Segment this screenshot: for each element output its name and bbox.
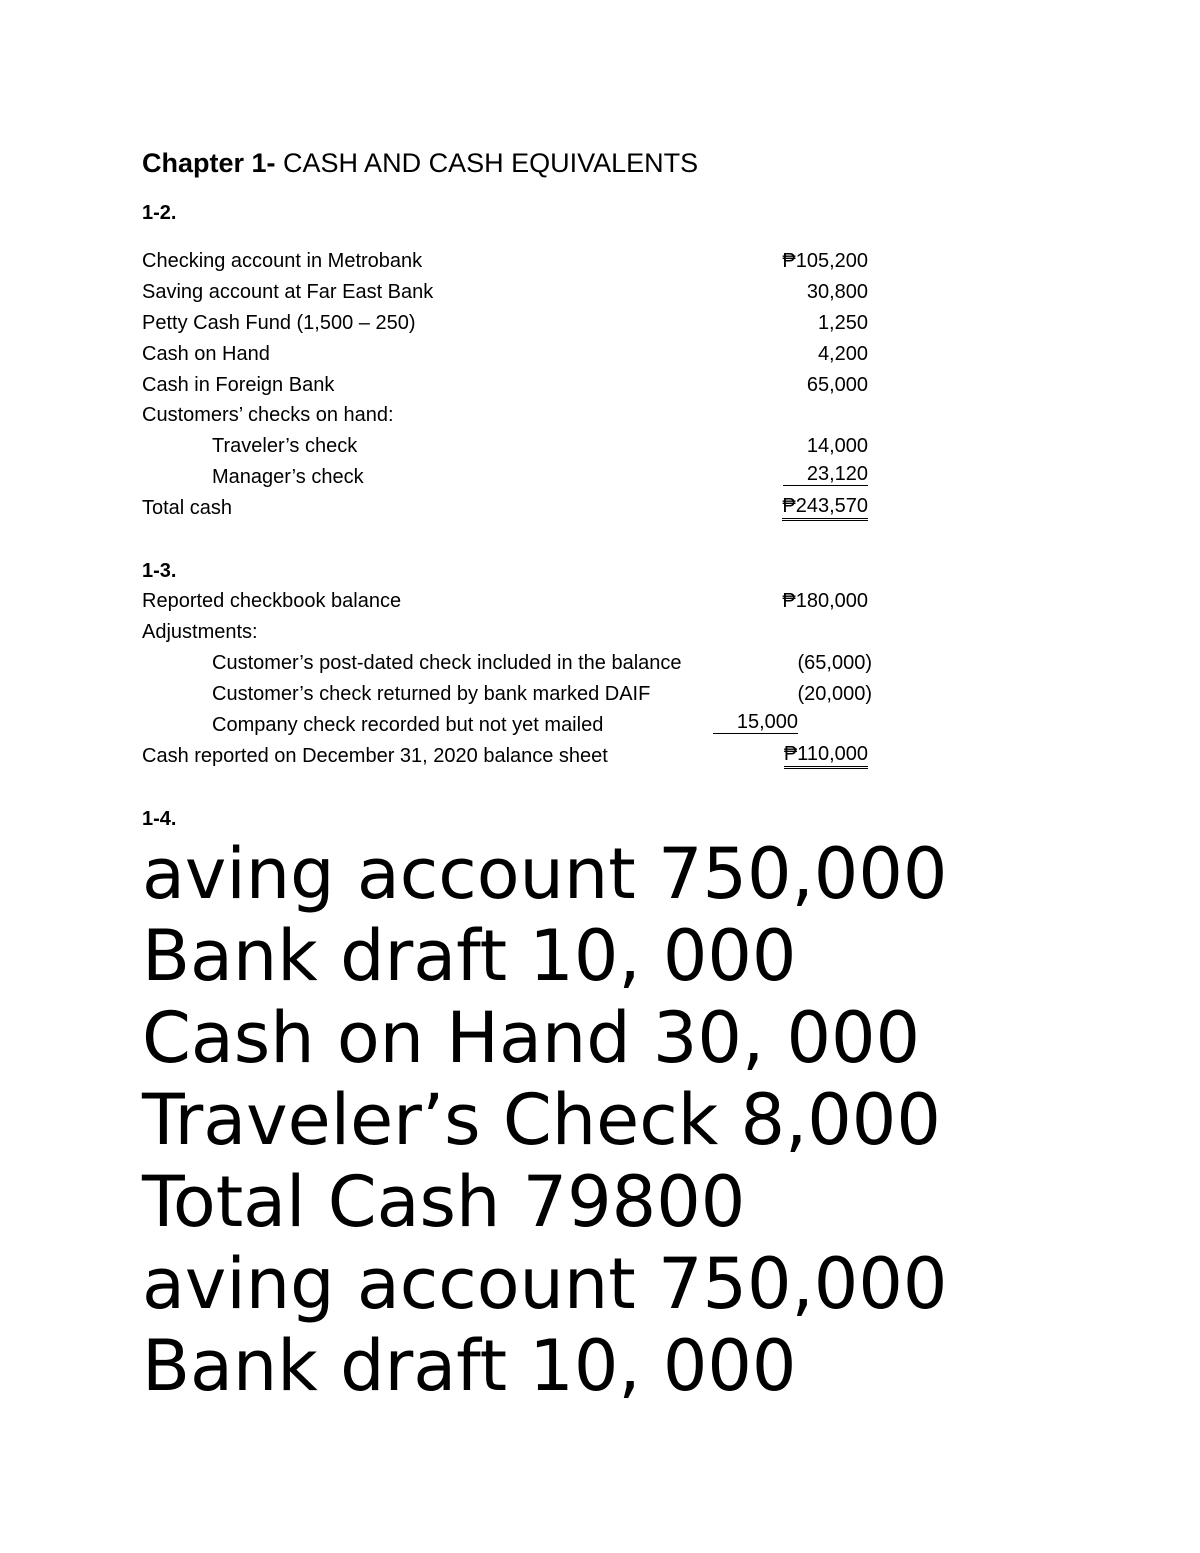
- cash-row: [142, 278, 882, 306]
- large-text-line: Cash on Hand 30, 000: [142, 997, 921, 1079]
- total-row: [142, 742, 882, 770]
- row-amount: 23,120: [783, 463, 868, 486]
- row-label: Traveler’s check: [212, 435, 358, 457]
- row-label: Cash on Hand: [142, 343, 270, 365]
- adjustment-row: [142, 649, 882, 677]
- row-label: Petty Cash Fund (1,500 – 250): [142, 312, 416, 334]
- total-row: [142, 494, 882, 522]
- row-label: Manager’s check: [212, 466, 364, 488]
- large-text-line: Total Cash 79800: [142, 1161, 746, 1243]
- adjustments-heading: [142, 618, 882, 646]
- reported-row: [142, 587, 882, 615]
- row-amount: (65,000): [797, 652, 872, 674]
- row-label: Customer’s check returned by bank marked DAIF: [212, 683, 651, 705]
- row-amount: 30,800: [806, 281, 868, 303]
- chapter-title-text: CASH AND CASH EQUIVALENTS: [275, 148, 699, 178]
- row-label: Reported checkbook balance: [142, 590, 402, 612]
- adjustment-row: [142, 711, 882, 739]
- cash-row: [142, 401, 882, 429]
- row-amount: 1,250: [817, 312, 868, 334]
- row-amount: 65,000: [806, 374, 868, 396]
- row-amount: 4,200: [817, 343, 868, 365]
- row-amount: 15,000: [713, 711, 798, 734]
- row-amount: (20,000): [797, 683, 872, 705]
- row-label: Saving account at Far East Bank: [142, 281, 434, 303]
- total-label: Cash reported on December 31, 2020 balance sheet: [142, 745, 608, 767]
- chapter-title: [142, 146, 698, 180]
- total-label: Total cash: [142, 497, 233, 519]
- adjustment-row: [142, 680, 882, 708]
- section-label-1-4: 1-4.: [142, 808, 177, 830]
- total-amount: ₱110,000: [784, 742, 868, 769]
- row-amount: 14,000: [806, 435, 868, 457]
- cash-row: [142, 432, 882, 460]
- section-label-1-2: 1-2.: [142, 202, 177, 224]
- large-text-line: Bank draft 10, 000: [142, 915, 797, 997]
- row-amount: ₱105,200: [782, 250, 868, 272]
- row-label: Customer’s post-dated check included in the balance: [212, 652, 682, 674]
- row-label: Customers’ checks on hand:: [142, 404, 394, 426]
- row-label: Checking account in Metrobank: [142, 250, 423, 272]
- large-text-line: aving account 750,000: [142, 833, 948, 915]
- cash-row: [142, 463, 882, 491]
- large-text-line: Traveler’s Check 8,000: [142, 1079, 941, 1161]
- large-text-line: Bank draft 10, 000: [142, 1325, 797, 1407]
- section-label-1-3: 1-3.: [142, 560, 177, 582]
- chapter-title-bold: Chapter 1-: [142, 148, 276, 178]
- cash-row: [142, 247, 882, 275]
- cash-row: [142, 340, 882, 368]
- row-label: Adjustments:: [142, 621, 258, 643]
- large-text-line: aving account 750,000: [142, 1243, 948, 1325]
- row-label: Cash in Foreign Bank: [142, 374, 335, 396]
- row-label: Company check recorded but not yet mailed: [212, 714, 604, 736]
- total-amount: ₱243,570: [782, 494, 868, 521]
- cash-row: [142, 371, 882, 399]
- row-amount: ₱180,000: [782, 590, 868, 612]
- cash-row: [142, 309, 882, 337]
